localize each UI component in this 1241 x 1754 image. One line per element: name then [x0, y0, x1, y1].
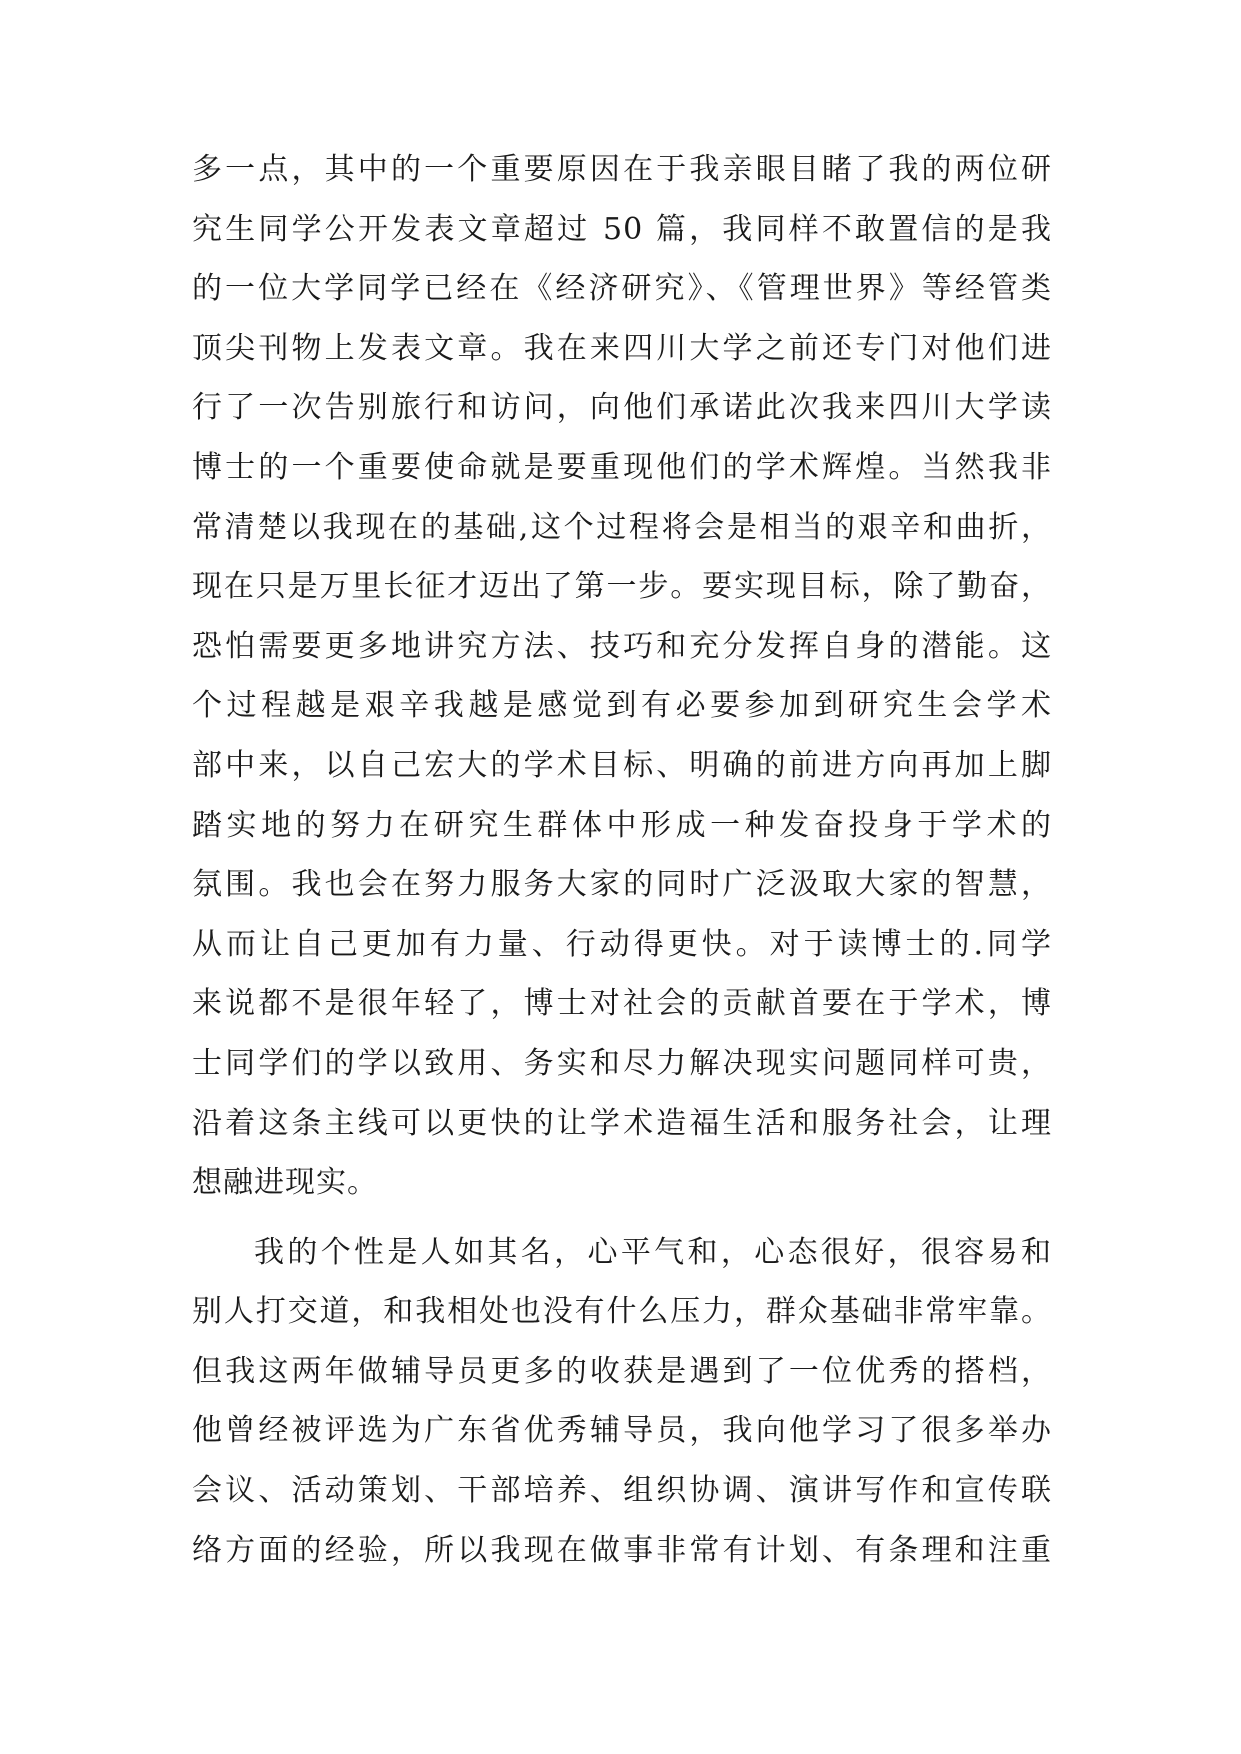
paragraph-1-line: 究生同学公开发表文章超过 50 篇，我同样不敢置信的是我 [192, 211, 1052, 247]
paragraph-1-line: 士同学们的学以致用、务实和尽力解决现实问题同样可贵， [192, 1045, 1052, 1081]
paragraph-1-line: 来说都不是很年轻了，博士对社会的贡献首要在于学术，博 [192, 986, 1052, 1022]
paragraph-1-line: 恐怕需要更多地讲究方法、技巧和充分发挥自身的潜能。这 [192, 628, 1052, 664]
paragraph-1-line: 想融进现实。 [192, 1165, 378, 1201]
paragraph-1-line: 行了一次告别旅行和访问，向他们承诺此次我来四川大学读 [192, 390, 1052, 426]
paragraph-spacer [192, 1213, 1052, 1223]
paragraph-1-line: 的一位大学同学已经在《经济研究》、《管理世界》等经管类 [192, 271, 1052, 307]
paragraph-2-line: 别人打交道，和我相处也没有什么压力，群众基础非常牢靠。 [192, 1294, 1052, 1330]
paragraph-1-line: 博士的一个重要使命就是要重现他们的学术辉煌。当然我非 [192, 449, 1052, 485]
paragraph-1-line: 多一点，其中的一个重要原因在于我亲眼目睹了我的两位研 [192, 152, 1052, 187]
paragraph-1-line: 部中来，以自己宏大的学术目标、明确的前进方向再加上脚 [192, 747, 1052, 783]
paragraph-2-line: 会议、活动策划、干部培养、组织协调、演讲写作和宣传联 [192, 1473, 1052, 1509]
paragraph-2-line: 络方面的经验，所以我现在做事非常有计划、有条理和注重 [192, 1532, 1052, 1568]
paragraph-2-line: 我的个性是人如其名，心平气和，心态很好，很容易和 [254, 1234, 1052, 1270]
paragraph-1-line: 常清楚以我现在的基础,这个过程将会是相当的艰辛和曲折， [192, 509, 1052, 545]
paragraph-1-line: 从而让自己更加有力量、行动得更快。对于读博士的.同学 [192, 926, 1052, 962]
paragraph-1-line: 顶尖刊物上发表文章。我在来四川大学之前还专门对他们进 [192, 330, 1052, 366]
paragraph-2-line: 他曾经被评选为广东省优秀辅导员，我向他学习了很多举办 [192, 1413, 1052, 1449]
body-text [192, 140, 1052, 1580]
paragraph-1-line: 个过程越是艰辛我越是感觉到有必要参加到研究生会学术 [192, 688, 1052, 724]
paragraph-1-line: 沿着这条主线可以更快的让学术造福生活和服务社会，让理 [192, 1105, 1052, 1141]
paragraph-1-line: 踏实地的努力在研究生群体中形成一种发奋投身于学术的 [192, 807, 1052, 843]
paragraph-1-line: 现在只是万里长征才迈出了第一步。要实现目标，除了勤奋， [192, 569, 1052, 605]
paragraph-2-line: 但我这两年做辅导员更多的收获是遇到了一位优秀的搭档， [192, 1353, 1052, 1389]
paragraph-1-line: 氛围。我也会在努力服务大家的同时广泛汲取大家的智慧， [192, 867, 1052, 903]
